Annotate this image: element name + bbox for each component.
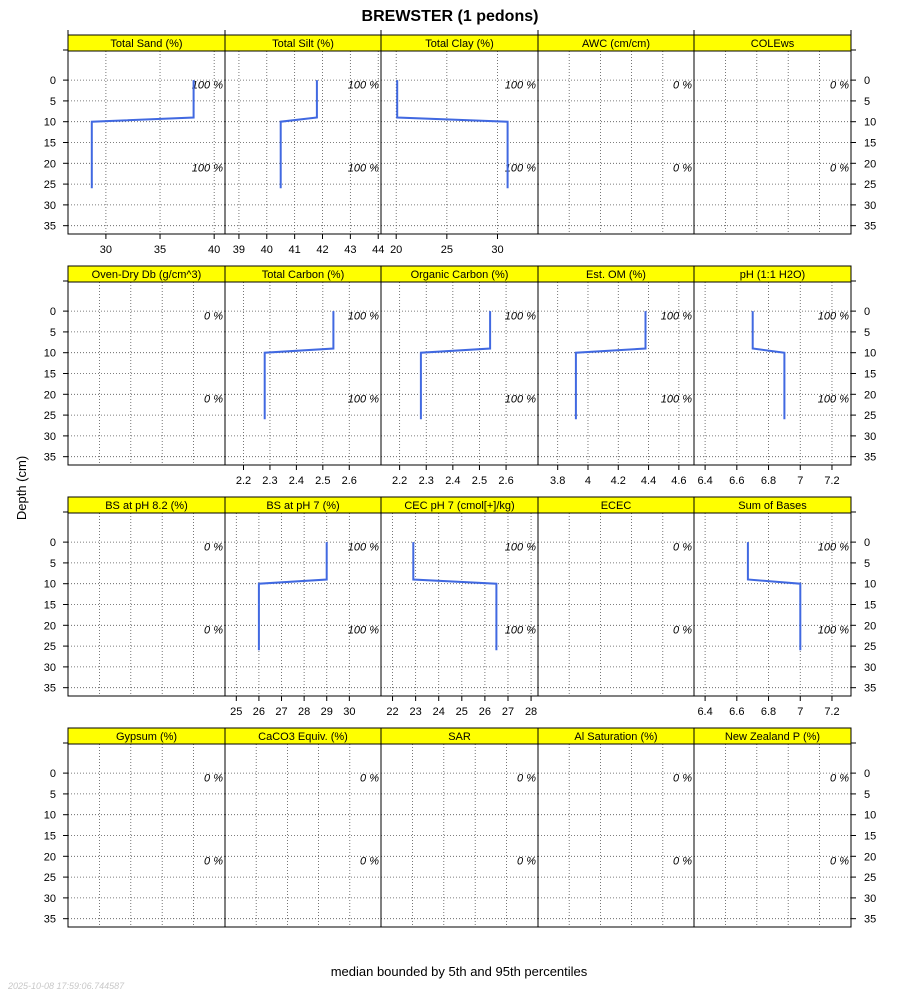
coverage-label-top: 100 % xyxy=(504,310,536,323)
x-tick-label: 43 xyxy=(344,244,357,256)
median-line xyxy=(413,542,496,650)
coverage-label-top: 0 % xyxy=(204,541,223,554)
strip-label: BS at pH 7 (%) xyxy=(266,500,340,512)
y-tick-label: 20 xyxy=(43,158,56,171)
panel-colews xyxy=(694,30,851,234)
panel-new-zealand-p xyxy=(694,728,851,927)
strip-label: Gypsum (%) xyxy=(115,731,178,743)
y-tick-label: 20 xyxy=(864,158,877,171)
y-tick-label: 30 xyxy=(43,430,56,443)
strip-label: Total Clay (%) xyxy=(425,38,494,50)
y-tick-label: 0 xyxy=(864,537,871,550)
x-tick-label: 40 xyxy=(208,244,221,256)
strip-label: Al Saturation (%) xyxy=(574,731,658,743)
coverage-label-bottom: 0 % xyxy=(204,855,223,868)
y-tick-label: 0 xyxy=(49,75,56,88)
x-tick-label: 4.2 xyxy=(610,475,626,487)
x-tick-label: 4.4 xyxy=(640,475,657,487)
coverage-label-top: 100 % xyxy=(504,79,536,92)
panel-total-clay xyxy=(381,30,538,256)
x-tick-label: 29 xyxy=(320,706,333,718)
y-tick-label: 20 xyxy=(43,389,56,402)
strip-label: AWC (cm/cm) xyxy=(581,38,651,50)
y-tick-label: 15 xyxy=(43,137,56,150)
y-tick-label: 15 xyxy=(43,368,56,381)
y-tick-label: 30 xyxy=(43,199,56,212)
y-tick-label: 5 xyxy=(49,95,56,108)
coverage-label-top: 0 % xyxy=(517,772,536,785)
median-line xyxy=(259,542,327,650)
strip-label: pH (1:1 H2O) xyxy=(739,269,806,281)
y-tick-label: 5 xyxy=(864,557,871,570)
strip-label: Oven-Dry Db (g/cm^3) xyxy=(91,269,202,281)
coverage-label-bottom: 100 % xyxy=(504,624,536,637)
strip-label: Total Sand (%) xyxy=(110,38,183,50)
x-tick-label: 28 xyxy=(524,706,538,718)
y-tick-label: 10 xyxy=(43,347,56,360)
coverage-label-top: 100 % xyxy=(191,79,223,92)
panel-caco3-equiv xyxy=(225,728,381,927)
coverage-label-top: 0 % xyxy=(673,541,692,554)
x-tick-label: 27 xyxy=(501,706,515,718)
x-tick-label: 23 xyxy=(409,706,422,718)
coverage-label-top: 100 % xyxy=(347,541,379,554)
y-tick-label: 10 xyxy=(43,809,56,822)
coverage-label-top: 0 % xyxy=(673,79,692,92)
timestamp: 2025-10-08 17:59:06.744587 xyxy=(8,981,125,991)
y-tick-label: 0 xyxy=(49,768,56,781)
x-tick-label: 28 xyxy=(298,706,311,718)
coverage-label-bottom: 100 % xyxy=(817,624,849,637)
y-tick-label: 25 xyxy=(43,641,56,654)
x-tick-label: 2.5 xyxy=(471,475,488,487)
panel-bs-at-ph-8-2 xyxy=(68,497,225,696)
y-tick-label: 30 xyxy=(864,892,877,905)
coverage-label-bottom: 100 % xyxy=(347,624,379,637)
x-tick-label: 25 xyxy=(440,244,453,256)
y-tick-label: 10 xyxy=(864,578,877,591)
y-tick-label: 10 xyxy=(864,347,877,360)
x-tick-label: 2.3 xyxy=(262,475,278,487)
y-tick-label: 20 xyxy=(864,620,877,633)
y-tick-label: 30 xyxy=(864,430,877,443)
chart-title: BREWSTER (1 pedons) xyxy=(361,8,539,25)
y-tick-label: 15 xyxy=(864,599,877,612)
x-tick-label: 2.4 xyxy=(445,475,461,487)
y-tick-label: 35 xyxy=(864,220,877,233)
y-tick-label: 0 xyxy=(864,75,871,88)
strip-label: BS at pH 8.2 (%) xyxy=(105,500,188,512)
coverage-label-top: 0 % xyxy=(204,310,223,323)
y-tick-label: 15 xyxy=(864,137,877,150)
y-tick-label: 0 xyxy=(864,306,871,319)
x-tick-label: 7.2 xyxy=(824,706,840,718)
panel-awc-cm-cm xyxy=(538,30,694,234)
x-tick-label: 4 xyxy=(584,475,592,487)
coverage-label-bottom: 0 % xyxy=(673,624,692,637)
x-tick-label: 3.8 xyxy=(550,475,566,487)
x-tick-label: 41 xyxy=(288,244,301,256)
y-tick-label: 20 xyxy=(864,851,877,864)
panel-total-silt xyxy=(225,30,384,256)
y-tick-label: 30 xyxy=(43,661,56,674)
strip-label: SAR xyxy=(448,731,471,743)
coverage-label-top: 100 % xyxy=(817,310,849,323)
x-tick-label: 4.6 xyxy=(671,475,687,487)
y-tick-label: 15 xyxy=(864,830,877,843)
x-tick-label: 24 xyxy=(432,706,445,718)
median-line xyxy=(92,80,194,188)
panel-sar xyxy=(381,728,538,927)
strip-label: New Zealand P (%) xyxy=(724,731,821,743)
coverage-label-bottom: 0 % xyxy=(830,162,849,175)
coverage-label-top: 100 % xyxy=(504,541,536,554)
x-tick-label: 42 xyxy=(316,244,329,256)
panel-total-sand xyxy=(68,30,225,256)
panel-oven-dry-db-g-cm-3 xyxy=(68,266,225,465)
x-tick-label: 44 xyxy=(372,244,385,256)
coverage-label-bottom: 0 % xyxy=(204,624,223,637)
strip-label: CaCO3 Equiv. (%) xyxy=(258,731,348,743)
x-tick-label: 7.2 xyxy=(824,475,840,487)
coverage-label-top: 100 % xyxy=(817,541,849,554)
x-tick-label: 6.4 xyxy=(697,706,713,718)
y-tick-label: 25 xyxy=(43,410,56,423)
y-tick-label: 35 xyxy=(43,220,56,233)
x-tick-label: 2.6 xyxy=(498,475,514,487)
coverage-label-bottom: 0 % xyxy=(360,855,379,868)
x-tick-label: 35 xyxy=(153,244,167,256)
coverage-label-bottom: 0 % xyxy=(517,855,536,868)
y-tick-label: 25 xyxy=(43,872,56,885)
x-tick-label: 30 xyxy=(343,706,356,718)
y-tick-label: 35 xyxy=(43,451,56,464)
x-tick-label: 2.2 xyxy=(235,475,252,487)
y-tick-label: 5 xyxy=(864,95,871,108)
y-tick-label: 15 xyxy=(864,368,877,381)
y-tick-label: 10 xyxy=(864,116,877,129)
x-tick-label: 39 xyxy=(232,244,246,256)
x-tick-label: 26 xyxy=(478,706,492,718)
median-line xyxy=(397,80,507,188)
y-tick-label: 5 xyxy=(864,788,871,801)
coverage-label-bottom: 0 % xyxy=(673,855,692,868)
coverage-label-top: 0 % xyxy=(204,772,223,785)
coverage-label-top: 100 % xyxy=(347,310,379,323)
strip-label: Est. OM (%) xyxy=(586,269,646,281)
strip-label: COLEws xyxy=(750,38,795,50)
y-tick-label: 20 xyxy=(43,851,56,864)
y-tick-label: 10 xyxy=(43,116,56,129)
x-tick-label: 6.4 xyxy=(697,475,713,487)
x-tick-label: 6.8 xyxy=(760,475,777,487)
coverage-label-bottom: 100 % xyxy=(660,393,692,406)
panel-est-om xyxy=(538,266,694,487)
coverage-label-bottom: 100 % xyxy=(504,162,536,175)
panel-bs-at-ph-7 xyxy=(225,497,381,718)
strip-label: Total Carbon (%) xyxy=(261,269,345,281)
y-tick-label: 35 xyxy=(43,913,56,926)
y-tick-label: 35 xyxy=(864,451,877,464)
x-tick-label: 40 xyxy=(260,244,273,256)
chart-caption: median bounded by 5th and 95th percentiles xyxy=(330,964,588,979)
y-tick-label: 25 xyxy=(864,410,877,423)
strip-label: Total Silt (%) xyxy=(272,38,334,50)
x-tick-label: 22 xyxy=(386,706,399,718)
panel-al-saturation xyxy=(538,728,694,927)
coverage-label-top: 0 % xyxy=(360,772,379,785)
panel-ph-1-1-h2o xyxy=(694,266,851,487)
coverage-label-bottom: 100 % xyxy=(347,393,379,406)
coverage-label-top: 0 % xyxy=(673,772,692,785)
coverage-label-bottom: 0 % xyxy=(204,393,223,406)
x-tick-label: 2.4 xyxy=(288,475,305,487)
y-tick-label: 15 xyxy=(43,599,56,612)
strip-label: Organic Carbon (%) xyxy=(410,269,509,281)
x-tick-label: 20 xyxy=(390,244,403,256)
y-tick-label: 20 xyxy=(43,620,56,633)
coverage-label-top: 100 % xyxy=(660,310,692,323)
x-tick-label: 25 xyxy=(230,706,243,718)
x-tick-label: 30 xyxy=(99,244,113,256)
x-tick-label: 6.6 xyxy=(729,706,745,718)
x-tick-label: 25 xyxy=(455,706,468,718)
median-line xyxy=(576,311,646,419)
coverage-label-top: 0 % xyxy=(830,772,849,785)
y-tick-label: 0 xyxy=(49,306,56,319)
x-tick-label: 30 xyxy=(491,244,504,256)
y-axis-label: Depth (cm) xyxy=(14,455,29,521)
y-tick-label: 30 xyxy=(864,199,877,212)
coverage-label-bottom: 100 % xyxy=(191,162,223,175)
y-tick-label: 10 xyxy=(43,578,56,591)
panel-grid xyxy=(44,30,877,927)
x-tick-label: 7 xyxy=(797,706,804,718)
panel-organic-carbon xyxy=(381,266,538,487)
strip-label: ECEC xyxy=(600,500,632,512)
coverage-label-bottom: 100 % xyxy=(817,393,849,406)
panel-total-carbon xyxy=(225,266,381,487)
strip-label: CEC pH 7 (cmol[+]/kg) xyxy=(404,500,515,512)
strip-label: Sum of Bases xyxy=(738,500,807,512)
y-tick-label: 35 xyxy=(864,913,877,926)
coverage-label-bottom: 100 % xyxy=(504,393,536,406)
panel-sum-of-bases xyxy=(694,497,851,718)
y-tick-label: 25 xyxy=(864,872,877,885)
y-tick-label: 35 xyxy=(864,682,877,695)
x-tick-label: 27 xyxy=(275,706,288,718)
y-tick-label: 5 xyxy=(864,326,871,339)
x-tick-label: 2.6 xyxy=(341,475,357,487)
y-tick-label: 5 xyxy=(49,326,56,339)
y-tick-label: 20 xyxy=(864,389,877,402)
y-tick-label: 0 xyxy=(864,768,871,781)
y-tick-label: 5 xyxy=(49,557,56,570)
y-tick-label: 0 xyxy=(49,537,56,550)
panel-ecec xyxy=(538,497,694,696)
y-tick-label: 5 xyxy=(49,788,56,801)
y-tick-label: 25 xyxy=(864,179,877,192)
x-tick-label: 6.6 xyxy=(729,475,745,487)
y-tick-label: 10 xyxy=(864,809,877,822)
x-tick-label: 2.5 xyxy=(315,475,331,487)
y-tick-label: 30 xyxy=(864,661,877,674)
x-tick-label: 2.3 xyxy=(418,475,434,487)
coverage-label-bottom: 0 % xyxy=(673,162,692,175)
median-line xyxy=(281,80,317,188)
y-tick-label: 15 xyxy=(43,830,56,843)
y-tick-label: 25 xyxy=(43,179,56,192)
median-line xyxy=(748,542,800,650)
coverage-label-bottom: 100 % xyxy=(347,162,379,175)
x-tick-label: 26 xyxy=(252,706,266,718)
panel-gypsum xyxy=(68,728,225,927)
x-tick-label: 2.2 xyxy=(391,475,408,487)
y-tick-label: 35 xyxy=(43,682,56,695)
y-tick-label: 25 xyxy=(864,641,877,654)
x-tick-label: 6.8 xyxy=(760,706,777,718)
x-tick-label: 7 xyxy=(797,475,804,487)
coverage-label-bottom: 0 % xyxy=(830,855,849,868)
panel-cec-ph-7-cmol-kg xyxy=(381,497,538,718)
coverage-label-top: 100 % xyxy=(347,79,379,92)
coverage-label-top: 0 % xyxy=(830,79,849,92)
y-tick-label: 30 xyxy=(43,892,56,905)
